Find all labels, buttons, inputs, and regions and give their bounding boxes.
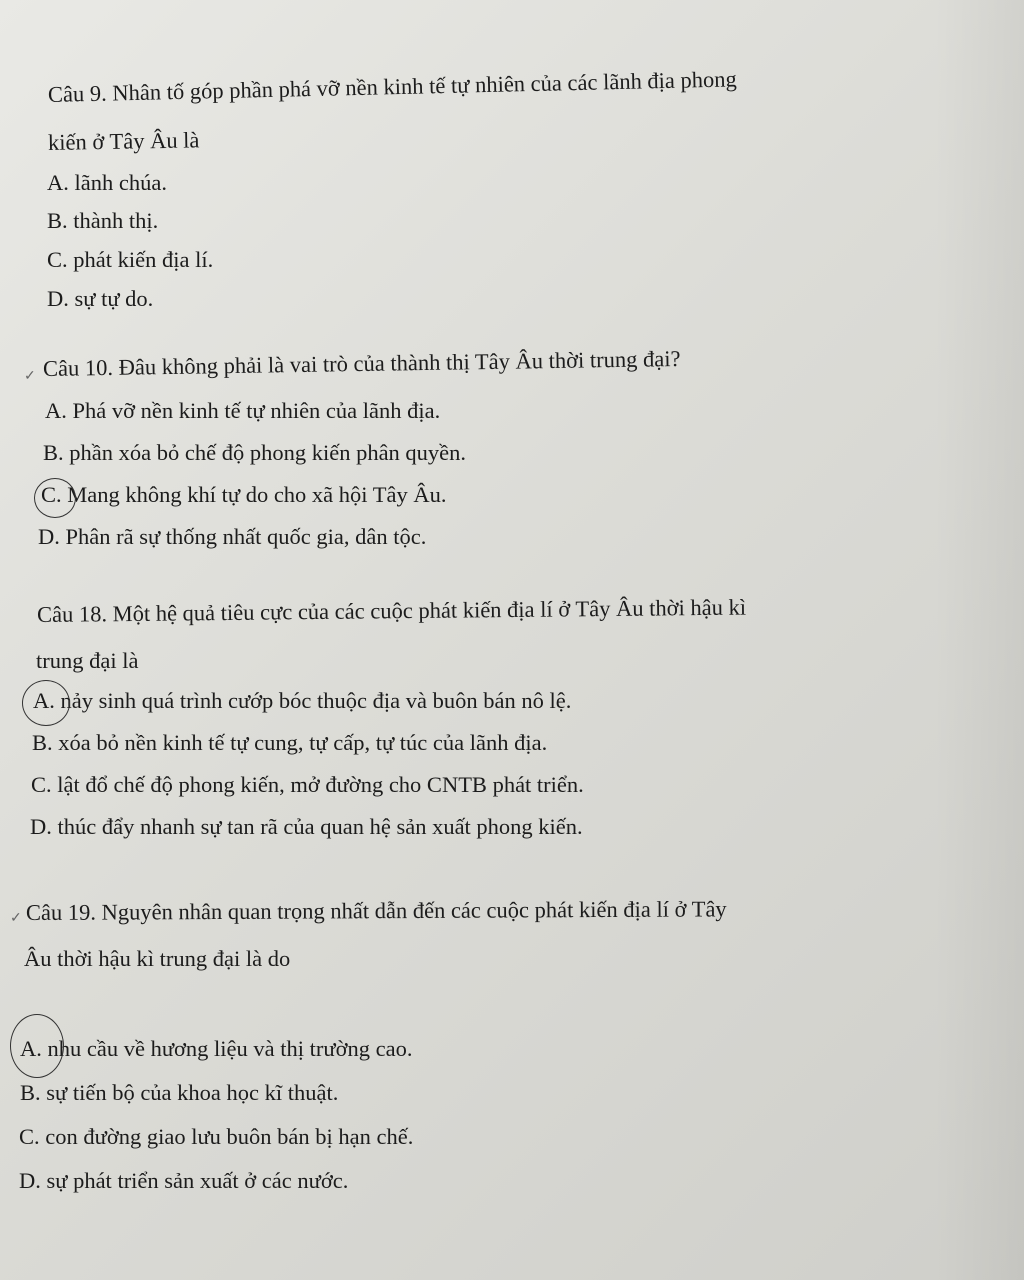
answer-option: B. phần xóa bỏ chế độ phong kiến phân quyền. bbox=[43, 440, 467, 465]
page-shadow bbox=[934, 0, 1024, 1280]
question-stem: Âu thời hậu kì trung đại là do bbox=[24, 946, 291, 971]
answer-option: D. sự phát triển sản xuất ở các nước. bbox=[19, 1168, 349, 1193]
pencil-mark-icon: ✓ bbox=[24, 369, 36, 384]
answer-option: C. con đường giao lưu buôn bán bị hạn chế. bbox=[19, 1124, 414, 1149]
pencil-mark-icon: ✓ bbox=[10, 911, 22, 926]
question-stem: trung đại là bbox=[36, 648, 139, 673]
answer-option: A. lãnh chúa. bbox=[47, 170, 167, 195]
answer-option: B. sự tiến bộ của khoa học kĩ thuật. bbox=[20, 1080, 339, 1105]
question-stem: kiến ở Tây Âu là bbox=[47, 127, 200, 155]
question-stem: Câu 9. Nhân tố góp phần phá vỡ nền kinh tế tự nhiên của các lãnh địa phong bbox=[47, 66, 738, 107]
answer-option: B. xóa bỏ nền kinh tế tự cung, tự cấp, tự túc của lãnh địa. bbox=[32, 730, 548, 755]
answer-option: C. phát kiến địa lí. bbox=[47, 247, 214, 272]
answer-option: A. nhu cầu về hương liệu và thị trường cao. bbox=[20, 1036, 413, 1061]
answer-option: D. thúc đẩy nhanh sự tan rã của quan hệ sản xuất phong kiến. bbox=[30, 814, 583, 839]
answer-option: C. lật đổ chế độ phong kiến, mở đường cho CNTB phát triển. bbox=[31, 772, 584, 797]
question-stem: Câu 18. Một hệ quả tiêu cực của các cuộc phát kiến địa lí ở Tây Âu thời hậu kì bbox=[36, 594, 747, 627]
answer-option: C. Mang không khí tự do cho xã hội Tây Âu. bbox=[41, 482, 447, 507]
answer-option: D. Phân rã sự thống nhất quốc gia, dân tộc. bbox=[38, 524, 427, 549]
answer-option: A. Phá vỡ nền kinh tế tự nhiên của lãnh địa. bbox=[45, 398, 441, 423]
question-stem: Câu 19. Nguyên nhân quan trọng nhất dẫn đến các cuộc phát kiến địa lí ở Tây bbox=[25, 896, 727, 925]
answer-option: D. sự tự do. bbox=[47, 286, 154, 311]
question-stem: Câu 10. Đâu không phải là vai trò của thành thị Tây Âu thời trung đại? bbox=[42, 345, 681, 381]
answer-option: B. thành thị. bbox=[47, 208, 159, 233]
answer-option: A. nảy sinh quá trình cướp bóc thuộc địa và buôn bán nô lệ. bbox=[33, 688, 572, 713]
